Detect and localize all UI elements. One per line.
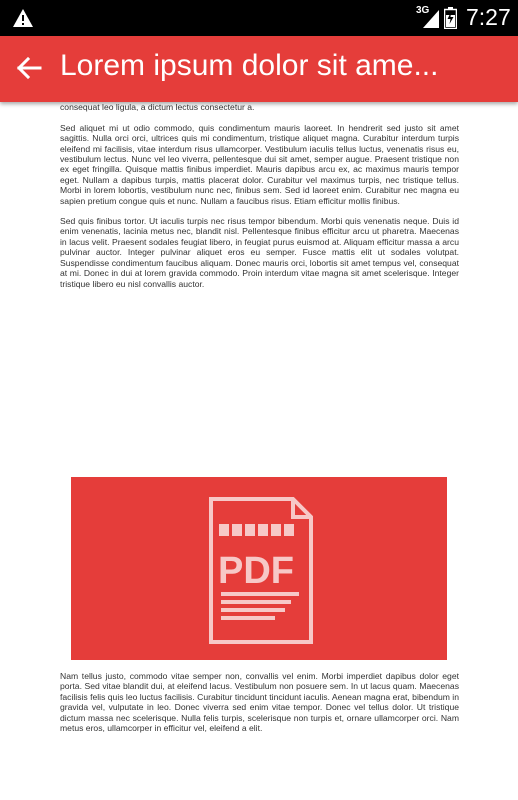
document-body-continued bbox=[60, 671, 459, 733]
app-bar bbox=[0, 36, 518, 102]
pdf-file-icon bbox=[71, 477, 447, 660]
network-type: 3G bbox=[416, 5, 430, 16]
page-title: Lorem ipsum dolor sit ame... bbox=[60, 49, 439, 82]
pdf-label: PDF bbox=[218, 550, 294, 592]
status-bar bbox=[0, 0, 518, 36]
signal-icon bbox=[423, 10, 439, 28]
pdf-figure bbox=[71, 477, 447, 660]
paragraph: consequat leo ligula, a dictum lectus consectetur a. bbox=[60, 102, 255, 113]
clock: 7:27 bbox=[466, 4, 511, 30]
back-arrow-icon[interactable] bbox=[16, 56, 42, 80]
paragraph: Sed quis finibus tortor. Ut iaculis turpis nec risus tempor bibendum. Morbi quis venenatis neque. Duis id enim venenatis, lacinia metus nec, blandit nisl. Pellentesque finibus efficitur arcu ut pharetra. Maecenas in lacus velit. Praesent sodales feugiat libero, in feugiat purus euismod at. Aliquam efficitur massa a arcu pulvinar auctor. Integer pulvinar aliquet eros eu semper. Fusce mattis elit ut sodales volutpat. Suspendisse condimentum faucibus aliquam. Donec mauris orci, lobortis sit amet tempus vel, consequat at mi. Donec in dui at lorem gravida commodo. Proin interdum vitae magna sit amet scelerisque. Integer tristique libero eu nisl convallis auctor. bbox=[60, 216, 459, 289]
battery-icon bbox=[444, 7, 457, 29]
document-body bbox=[60, 92, 459, 299]
warning-icon bbox=[12, 8, 34, 28]
paragraph: Sed aliquet mi ut odio commodo, quis condimentum mauris laoreet. In hendrerit sed justo sit amet sagittis. Nulla orci orci, ultrices quis mi condimentum, tristique aliquet magna. Curabitur interdum turpis eleifend mi facilisis, vitae interdum risus ullamcorper. Vestibulum iaculis tellus luctus, venenatis risus eu, vestibulum lectus. Nunc vel leo viverra, pellentesque dui sit amet, semper augue. Praesent tristique non ex eget fringilla. Quisque mattis finibus imperdiet. Mauris dapibus arcu ex, ac maximus mauris tempor eget. Nullam a dapibus turpis, mattis placerat dolor. Curabitur vel maximus turpis, nec tristique tellus. Morbi in lorem lobortis, vestibulum nunc nec, finibus sem. Sed id laoreet enim. Curabitur nec magna eu sapien pretium congue quis et nunc. Nullam a faucibus risus. Etiam efficitur mollis finibus. bbox=[60, 122, 459, 206]
paragraph: Nam tellus justo, commodo vitae semper non, convallis vel enim. Morbi imperdiet dapibus dolor eget porta. Sed vitae blandit dui, at eleifend lacus. Vestibulum non posuere sem. In ut lacus quam. Maecenas facilisis felis quis leo luctus facilisis. Curabitur tincidunt tincidunt iaculis. Aenean magna erat, bibendum in gravida vel, vulputate in leo. Donec viverra sed enim vitae tempor. Donec vel tellus dolor. Ut tristique dictum massa nec scelerisque. Nulla felis turpis, scelerisque non turpis et, ornare ullamcorper orci. Nam metus eros, ullamcorper in efficitur vel, eleifend a elit. bbox=[60, 671, 459, 734]
